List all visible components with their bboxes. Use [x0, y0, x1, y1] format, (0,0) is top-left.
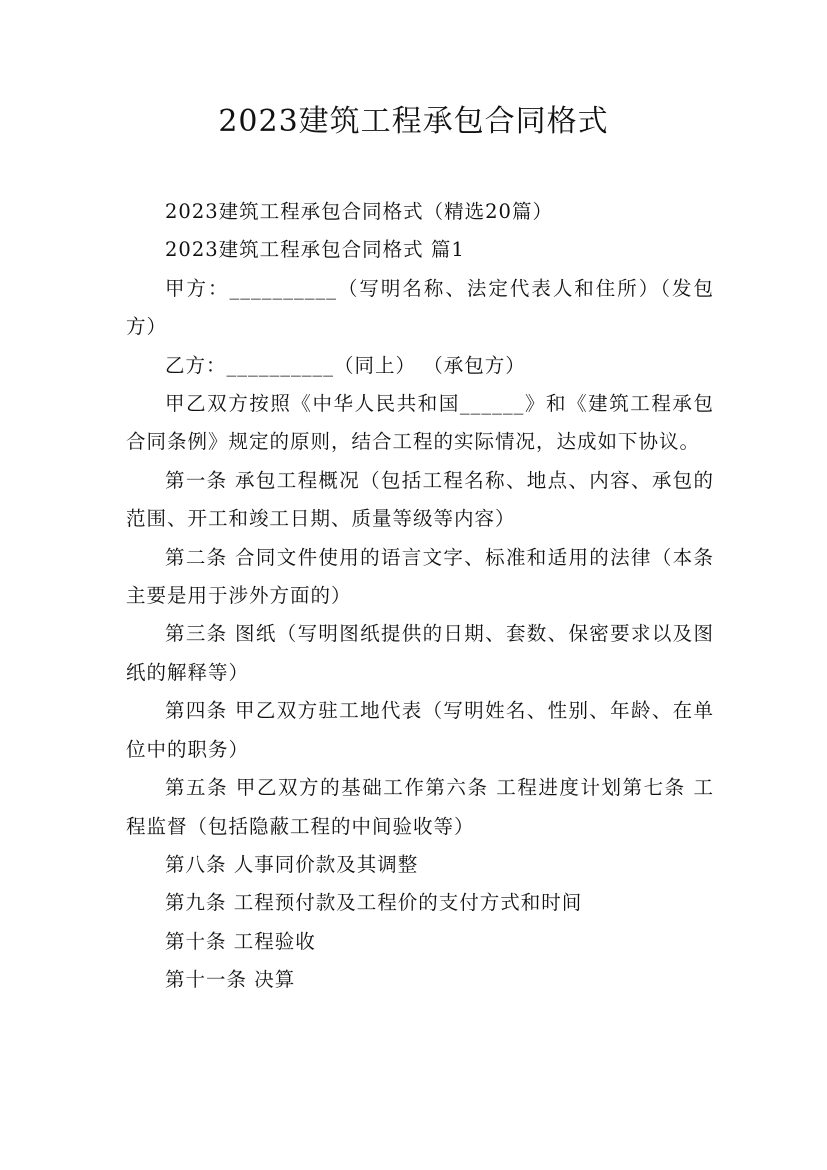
paragraph-article-2: 第二条 合同文件使用的语言文字、标准和适用的法律（本条主要是用于涉外方面的）	[126, 545, 714, 608]
paragraph-article-9: 第九条 工程预付款及工程价的支付方式和时间	[165, 891, 583, 915]
document-title: 2023建筑工程承包合同格式	[218, 104, 609, 139]
document-body	[126, 193, 714, 1000]
paragraph-article-4: 第四条 甲乙双方驻工地代表（写明姓名、性别、年龄、在单位中的职务）	[126, 699, 714, 761]
paragraph-subtitle: 2023建筑工程承包合同格式（精选20篇）	[165, 200, 553, 223]
paragraph-party-a: 甲方：__________（写明名称、法定代表人和住所）（发包方）	[126, 276, 714, 339]
paragraph-chapter-heading: 2023建筑工程承包合同格式 篇1	[165, 238, 465, 262]
paragraph-article-1: 第一条 承包工程概况（包括工程名称、地点、内容、承包的范围、开工和竣工日期、质量等级等内容）	[126, 468, 714, 531]
paragraph-article-11: 第十一条 决算	[165, 968, 296, 992]
paragraph-article-3: 第三条 图纸（写明图纸提供的日期、套数、保密要求以及图纸的解释等）	[126, 622, 714, 684]
paragraph-article-8: 第八条 人事同价款及其调整	[165, 852, 419, 876]
paragraph-article-5-7: 第五条 甲乙双方的基础工作第六条 工程进度计划第七条 工程监督（包括隐蔽工程的中间验收等）	[126, 776, 714, 838]
paragraph-article-10: 第十条 工程验收	[165, 929, 316, 953]
paragraph-agreement-basis: 甲乙双方按照《中华人民共和国______》和《建筑工程承包合同条例》规定的原则，结合工程的实际情况，达成如下协议。	[126, 392, 714, 454]
paragraph-party-b: 乙方：__________（同上） （承包方）	[165, 353, 526, 377]
